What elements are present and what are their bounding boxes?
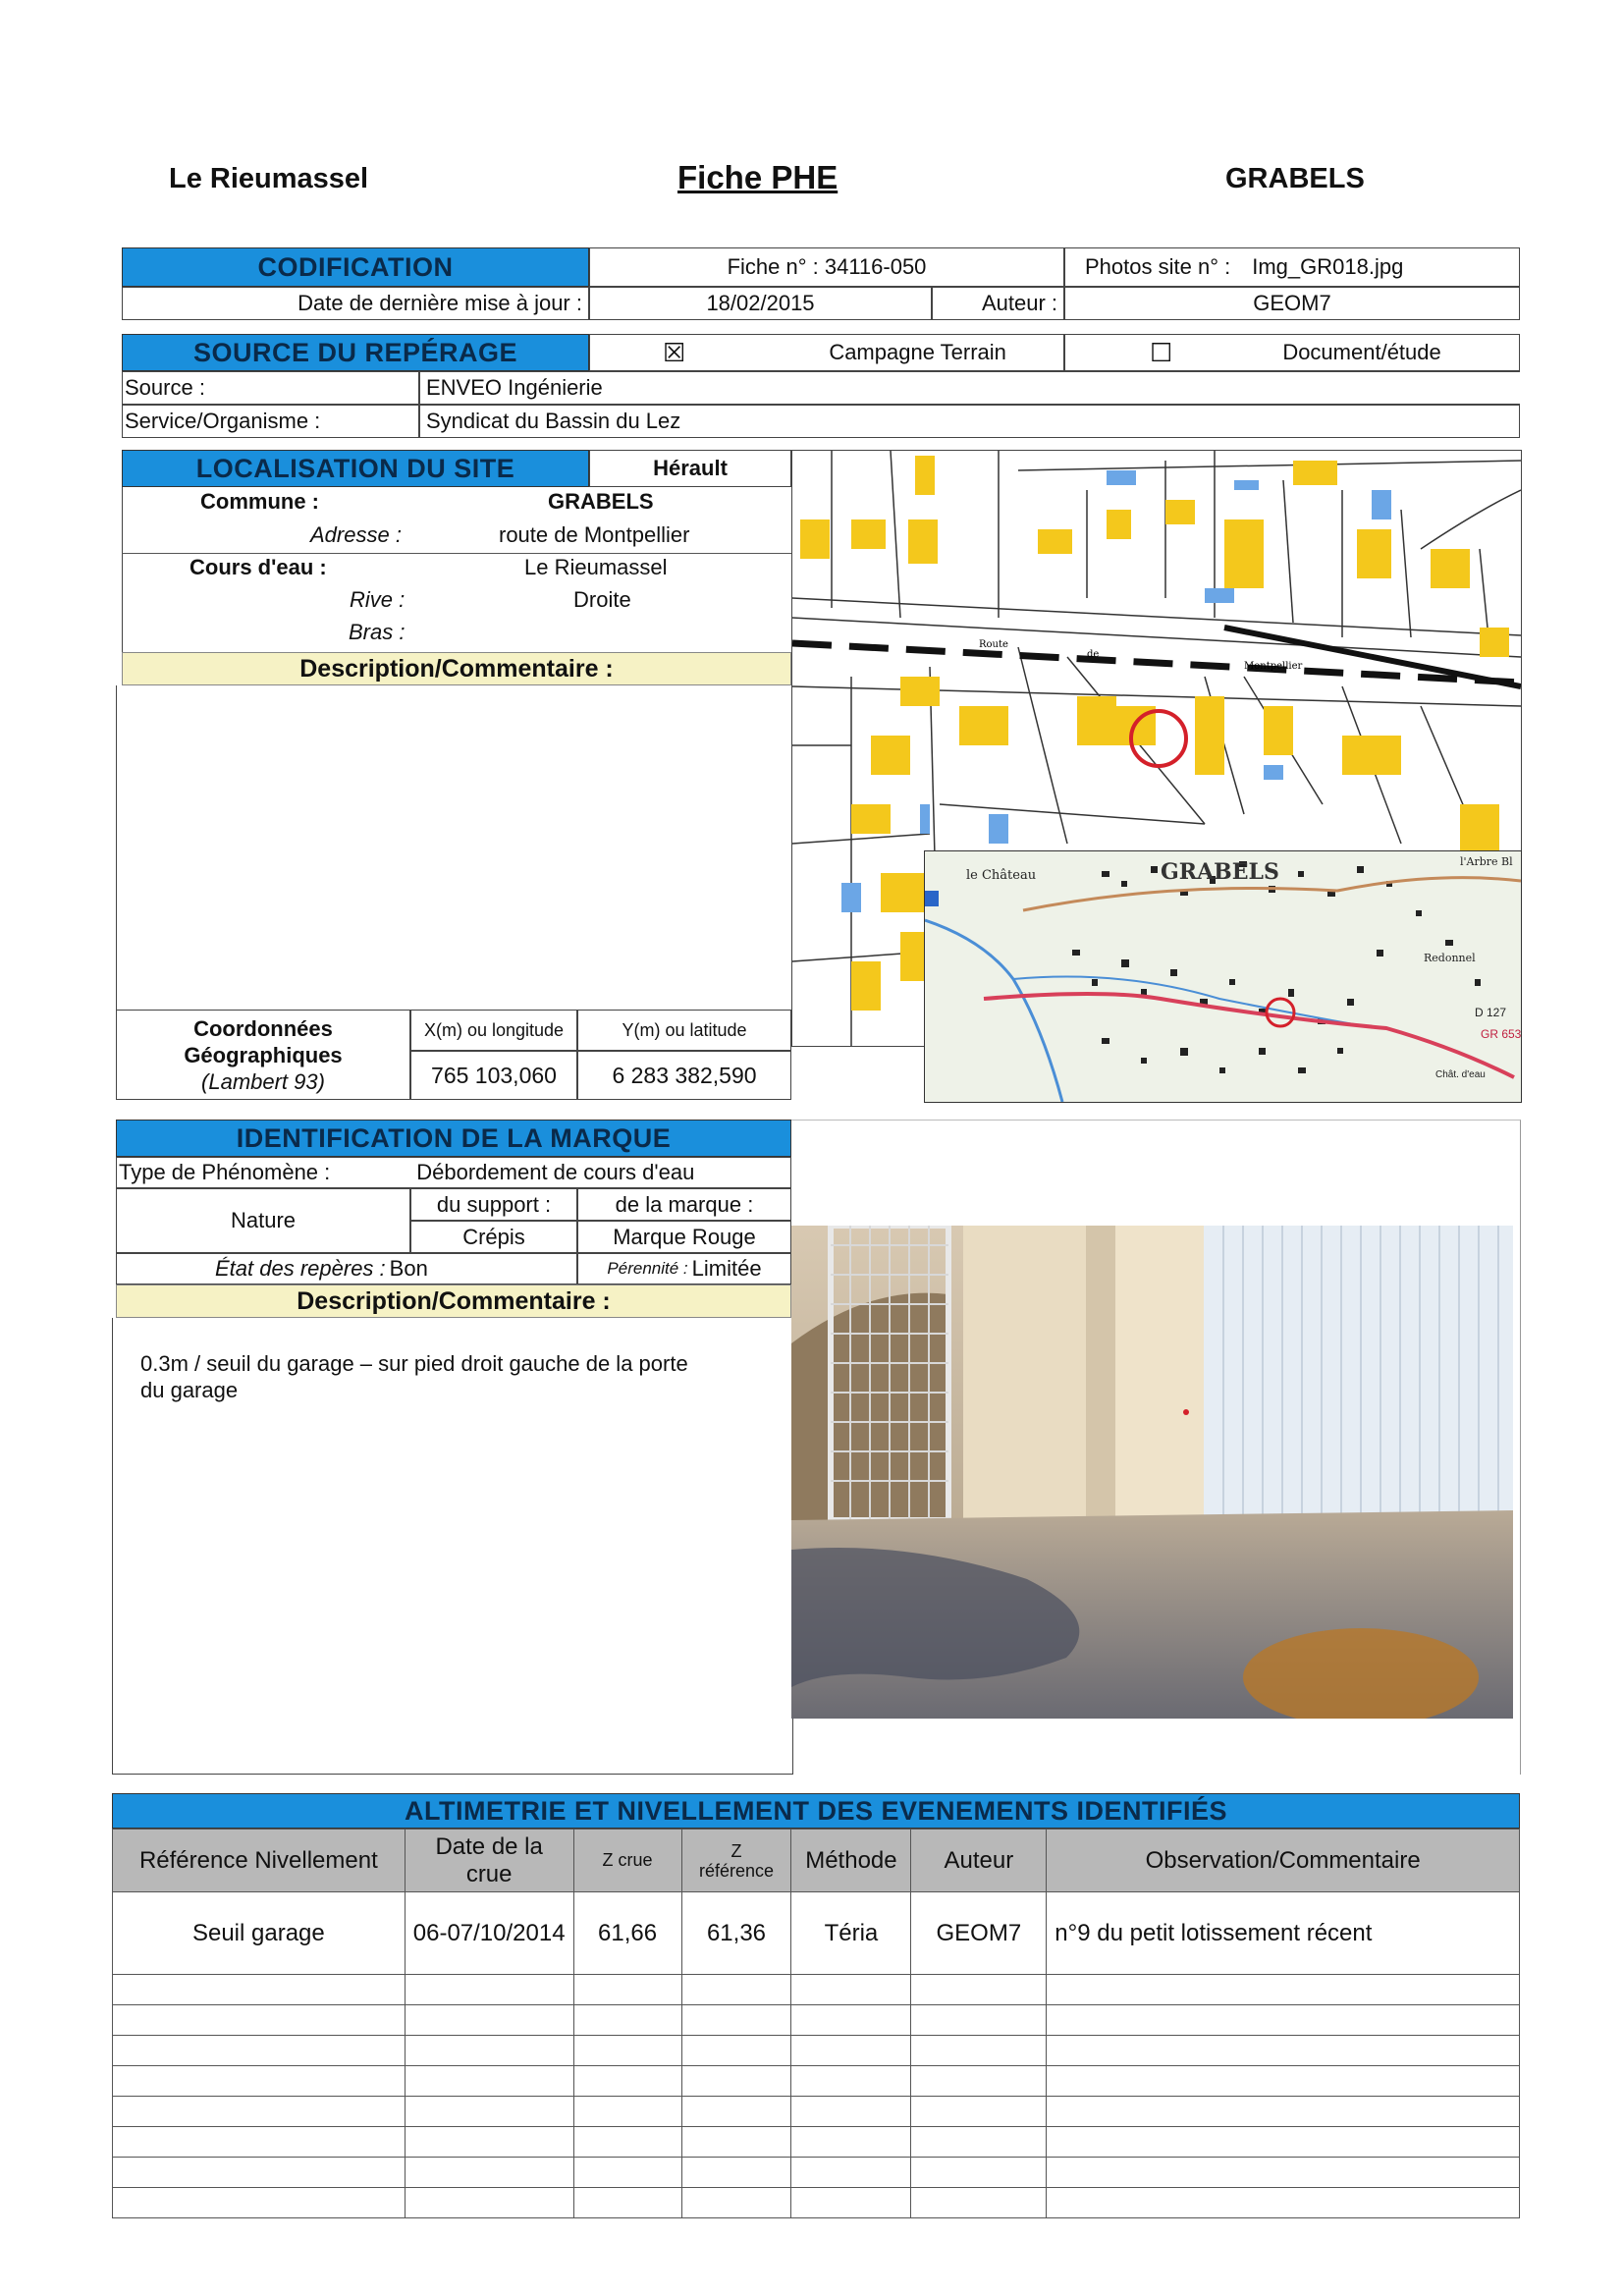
- adresse-value: route de Montpellier: [499, 522, 690, 547]
- empty-row: [113, 2097, 1520, 2127]
- row-methode: Téria: [791, 1892, 911, 1975]
- type-label: Type de Phénomène :: [119, 1160, 331, 1184]
- col-auteur: Auteur: [911, 1830, 1047, 1892]
- option-campagne-label: Campagne Terrain: [829, 340, 1006, 364]
- row-zref: 61,36: [681, 1892, 791, 1975]
- fiche-number: Fiche n° : 34116-050: [589, 247, 1064, 287]
- topo-title: GRABELS: [1161, 859, 1279, 885]
- codification-title: CODIFICATION: [122, 247, 589, 287]
- col-date-2: crue: [465, 1860, 513, 1887]
- desc-text-2: du garage: [140, 1378, 239, 1402]
- marque-value: Marque Rouge: [577, 1221, 791, 1253]
- support-label: du support :: [410, 1188, 577, 1221]
- adresse-label: Adresse :: [310, 522, 402, 547]
- col-zcrue: Z crue: [573, 1830, 681, 1892]
- topo-gr-label: GR 653: [1481, 1027, 1521, 1041]
- option-document-label: Document/étude: [1282, 340, 1441, 364]
- photos-label: Photos site n° :: [1085, 254, 1231, 279]
- col-obs: Observation/Commentaire: [1047, 1830, 1520, 1892]
- nature-label: Nature: [116, 1188, 410, 1253]
- option-campagne[interactable]: [589, 334, 1064, 371]
- row-date: 06-07/10/2014: [405, 1892, 573, 1975]
- checkbox-unchecked-icon[interactable]: ☐: [1150, 337, 1173, 367]
- empty-row: [113, 1975, 1520, 2005]
- type-value: Débordement de cours d'eau: [416, 1160, 695, 1184]
- empty-row: [113, 2127, 1520, 2158]
- photos-cell: [1064, 247, 1520, 287]
- source-label: Source :: [122, 371, 419, 405]
- empty-row: [113, 2188, 1520, 2218]
- perennite-value: Limitée: [691, 1256, 762, 1281]
- topo-arbre-label: l'Arbre Bl: [1460, 855, 1513, 868]
- col-zref-1: Z: [730, 1840, 742, 1861]
- perennite-label: Pérennité :: [607, 1259, 688, 1278]
- site-photo: [791, 1226, 1513, 1719]
- road-label-1: Route: [979, 639, 1008, 650]
- departement: Hérault: [589, 450, 791, 487]
- coord-label-1: Coordonnées: [193, 1015, 333, 1041]
- date-label: Date de dernière mise à jour :: [122, 287, 589, 320]
- topo-chateau-label: le Château: [966, 868, 1037, 883]
- col-ref: Référence Nivellement: [113, 1830, 406, 1892]
- source-value: ENVEO Ingénierie: [419, 371, 1520, 405]
- topo-road-label: D 127: [1475, 1006, 1507, 1019]
- etat-row: [116, 1253, 577, 1285]
- service-label: Service/Organisme :: [122, 405, 419, 438]
- checkbox-checked-icon[interactable]: ☒: [663, 337, 686, 367]
- altimetrie-title: ALTIMETRIE ET NIVELLEMENT DES EVENEMENTS IDENTIFIÉS: [112, 1793, 1520, 1829]
- type-row: [116, 1157, 791, 1188]
- row-auteur: GEOM7: [911, 1892, 1047, 1975]
- date-value: 18/02/2015: [589, 287, 932, 320]
- support-value: Crépis: [410, 1221, 577, 1253]
- empty-row: [113, 2066, 1520, 2097]
- perennite-row: [577, 1253, 791, 1285]
- localisation-title: LOCALISATION DU SITE: [122, 450, 589, 487]
- commune-value: GRABELS: [548, 489, 654, 514]
- col-methode: Méthode: [791, 1830, 911, 1892]
- auteur-label: Auteur :: [932, 287, 1064, 320]
- col-date-1: Date de la: [435, 1832, 543, 1860]
- desc-text-1: 0.3m / seuil du garage – sur pied droit gauche de la porte: [140, 1351, 688, 1376]
- topographic-map: [924, 850, 1522, 1103]
- page-title: Fiche PHE: [677, 159, 839, 195]
- cours-label: Cours d'eau :: [189, 555, 327, 579]
- row-zcrue: 61,66: [573, 1892, 681, 1975]
- etat-label: État des repères :: [215, 1256, 386, 1281]
- coord-label-2: Géographiques: [184, 1042, 343, 1067]
- table-row: [113, 1892, 1520, 1975]
- topo-chat-label: Chât. d'eau: [1435, 1069, 1486, 1080]
- empty-row: [113, 2158, 1520, 2188]
- cours-value: Le Rieumassel: [524, 555, 668, 579]
- x-label: X(m) ou longitude: [410, 1010, 577, 1051]
- col-zref-2: référence: [698, 1860, 774, 1881]
- y-value: 6 283 382,590: [577, 1051, 791, 1100]
- identification-desc-title: Description/Commentaire :: [116, 1285, 791, 1318]
- row-obs: n°9 du petit lotissement récent: [1047, 1892, 1520, 1975]
- site-photo-svg: [791, 1226, 1513, 1719]
- localisation-desc-body: [116, 685, 792, 1010]
- altimetrie-header-row: [113, 1830, 1520, 1892]
- rive-value: Droite: [573, 587, 631, 612]
- row-ref: Seuil garage: [113, 1892, 406, 1975]
- photos-value: Img_GR018.jpg: [1252, 254, 1404, 279]
- col-zref: [681, 1830, 791, 1892]
- road-label-3: Montpellier: [1244, 661, 1303, 672]
- etat-value: Bon: [389, 1256, 428, 1281]
- topo-redonnel-label: Redonnel: [1424, 952, 1476, 964]
- marque-label: de la marque :: [577, 1188, 791, 1221]
- service-value: Syndicat du Bassin du Lez: [419, 405, 1520, 438]
- empty-row: [113, 2036, 1520, 2066]
- option-document[interactable]: [1064, 334, 1520, 371]
- coord-label: [116, 1010, 410, 1100]
- commune-label: Commune :: [200, 489, 319, 514]
- coord-label-3: (Lambert 93): [201, 1068, 325, 1094]
- empty-row: [113, 2005, 1520, 2036]
- localisation-desc-title: Description/Commentaire :: [122, 652, 791, 685]
- col-date: [405, 1830, 573, 1892]
- y-label: Y(m) ou latitude: [577, 1010, 791, 1051]
- auteur-value: GEOM7: [1064, 287, 1520, 320]
- header-right: GRABELS: [1225, 163, 1365, 194]
- topographic-map-svg: [925, 851, 1521, 1102]
- header-left: Le Rieumassel: [169, 163, 369, 194]
- red-mark-icon: [1183, 1409, 1189, 1415]
- rive-label: Rive :: [350, 587, 406, 612]
- bras-label: Bras :: [349, 620, 406, 644]
- source-title: SOURCE DU REPÉRAGE: [122, 334, 589, 371]
- altimetrie-table: [112, 1829, 1520, 2218]
- road-label-2: de: [1087, 649, 1100, 660]
- identification-title: IDENTIFICATION DE LA MARQUE: [116, 1120, 791, 1157]
- x-value: 765 103,060: [410, 1051, 577, 1100]
